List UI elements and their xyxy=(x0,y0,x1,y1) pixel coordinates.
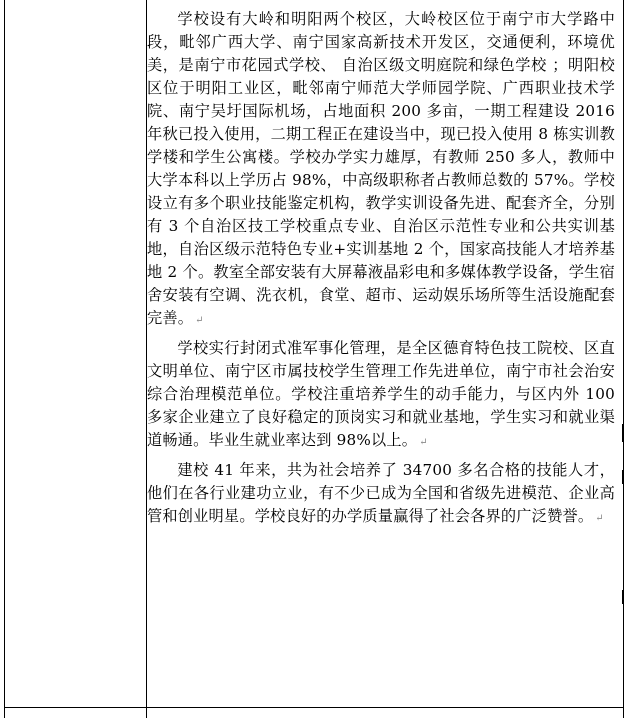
document-body xyxy=(147,8,615,530)
paragraph-history xyxy=(147,459,615,530)
margin-tick xyxy=(622,470,623,484)
table-bottom-border xyxy=(4,707,623,708)
paragraph-mark-icon: ↵ xyxy=(595,513,604,524)
paragraph-campus xyxy=(147,8,615,332)
margin-tick xyxy=(622,424,623,442)
margin-tick xyxy=(622,590,623,604)
paragraph-mark-icon: ↵ xyxy=(419,437,428,448)
table-left-cell xyxy=(5,0,147,718)
paragraph-history-text: 建校 41 年来，共为社会培养了 34700 多名合格的技能人才，他们在各行业建功立业，有不少已成为全国和省级先进模范、企业高管和创业明星。学校良好的办学质量赢得了社会各界的广泛赞誉。 xyxy=(147,461,615,525)
paragraph-campus-text: 学校设有大岭和明阳两个校区，大岭校区位于南宁市大学路中段，毗邻广西大学、南宁国家高新技术开发区，交通便利，环境优美，是南宁市花园式学校、 自治区级文明庭院和绿色学校 ；明阳校区位于明阳工业区，毗邻南宁师范大学师园学院、广西职业技术学院、南宁吴圩国际机场，占地面积 200 多亩，一期工程建设 2016 年秋已投入使用，二期工程正在建设当中，现已投入使用 8 栋实训教学楼和学生公寓楼。学校办学实力雄厚，有教师 250 多人，教师中大学本科以上学历占 98%，中高级职称者占教师总数的 57%。学校设立有多个职业技能鉴定机构，教学实训设备先进、配套齐全，分别有 3 个自治区技工学校重点专业、自治区示范性专业和公共实训基地，自治区级示范特色专业+实训基地 2 个，国家高技能人才培养基地 2 个。教室全部安装有大屏幕液晶彩电和多媒体教学设备，学生宿舍安装有空调、洗衣机，食堂、超市、运动娱乐场所等生活设施配套完善。 xyxy=(147,10,615,327)
paragraph-mark-icon: ↵ xyxy=(195,315,204,326)
paragraph-management-text: 学校实行封闭式准军事化管理，是全区德育特色技工院校、区直文明单位、南宁区市属技校学生管理工作先进单位，南宁市社会治安综合治理模范单位。学校注重培养学生的动手能力，与区内外 100 多家企业建立了良好稳定的顶岗实习和就业基地，学生实习和就业渠道畅通。毕业生就业率达到 98%以上。 xyxy=(147,339,615,449)
paragraph-management xyxy=(147,337,615,454)
